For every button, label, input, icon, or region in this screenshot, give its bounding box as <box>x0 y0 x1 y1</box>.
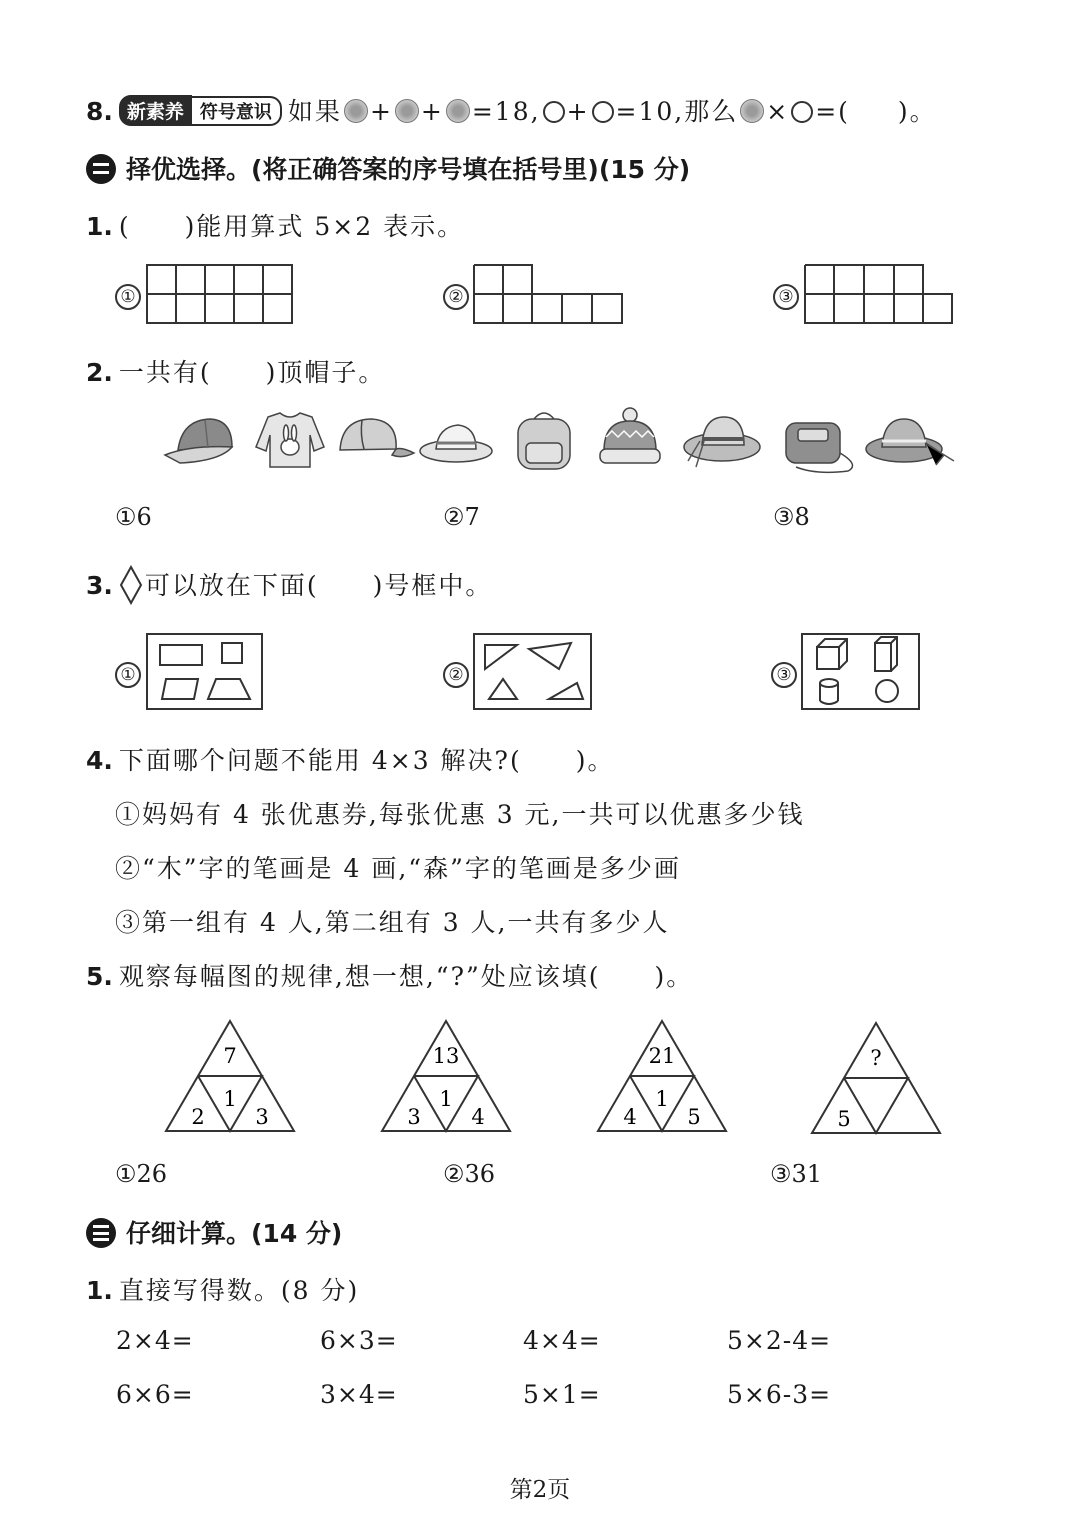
q8-eq18: =18, <box>471 97 541 126</box>
handbag-icon <box>786 423 853 472</box>
s2q3-number: 3. <box>86 571 113 600</box>
s2q5-option-2[interactable] <box>443 1160 495 1188</box>
s2q4-choice-3[interactable]: ③第一组有 4 人,第二组有 3 人,一共有多少人 <box>115 908 670 937</box>
s2q2-option-1[interactable] <box>115 503 152 531</box>
s2q1-number: 1. <box>86 212 113 241</box>
q8-eq10: =10, <box>615 97 685 126</box>
s2q5-text: 观察每幅图的规律,想一想,“?”处应该填( )。 <box>118 962 694 991</box>
s2q1-option-1[interactable] <box>115 281 141 310</box>
grid-option-2 <box>473 264 627 326</box>
q8-eq-blank: =( <box>815 97 850 126</box>
s2q3-option-3[interactable] <box>771 659 797 688</box>
option-label: ②36 <box>443 1160 496 1188</box>
s2q2-line <box>86 353 385 389</box>
triangle-center-value: 1 <box>439 1087 453 1111</box>
s2q5-option-3[interactable] <box>770 1160 822 1188</box>
option-label: ②7 <box>443 503 480 531</box>
triangle-right-value: 3 <box>255 1105 269 1129</box>
plus-sign: + <box>420 97 444 126</box>
option-label: ①26 <box>115 1160 168 1188</box>
page-number: 第2页 <box>509 1477 571 1503</box>
white-circle-icon <box>592 101 614 123</box>
section-2-title: 择优选择。(将正确答案的序号填在括号里)(15 分) <box>126 155 691 184</box>
triangle-left-value: 4 <box>623 1105 637 1129</box>
box-triangles <box>473 633 593 711</box>
white-circle-icon <box>543 101 565 123</box>
triangle-puzzles <box>160 1015 950 1140</box>
s2q2-number: 2. <box>86 358 113 387</box>
box-quadrilaterals <box>146 633 264 711</box>
triangle-top-value: ? <box>870 1046 882 1070</box>
s2q1-line <box>86 207 464 243</box>
option-label: ② <box>443 284 469 310</box>
s2q4-number: 4. <box>86 746 113 775</box>
calc-item: 5×1= <box>523 1380 601 1409</box>
calc-item: 6×3= <box>320 1326 398 1355</box>
option-label: ③31 <box>770 1160 823 1188</box>
option-label: ③ <box>773 284 799 310</box>
s2q3-line <box>86 565 492 605</box>
q8-line <box>86 92 937 128</box>
s3q1-text: 直接写得数。(8 分) <box>118 1276 360 1305</box>
triangle-top-value: 21 <box>648 1044 676 1068</box>
section-3-badge-icon <box>86 1218 116 1248</box>
section-3-title: 仔细计算。(14 分) <box>126 1219 343 1248</box>
option-label: ② <box>443 662 469 688</box>
bow-hat-icon <box>684 417 760 467</box>
section-2-badge-icon <box>86 154 116 184</box>
backpack-icon <box>518 413 570 469</box>
gray-circle-icon <box>740 99 764 123</box>
cap-icon <box>165 419 232 463</box>
s2q1-option-3[interactable] <box>773 281 799 310</box>
sweater-icon <box>256 413 324 467</box>
calc-item: 5×2-4= <box>727 1326 832 1355</box>
s2q5-number: 5. <box>86 962 113 991</box>
s2q4-choice-2[interactable]: ②“木”字的笔画是 4 画,“森”字的笔画是多少画 <box>115 854 681 883</box>
option-label: ① <box>115 662 141 688</box>
rhombus-icon <box>119 565 143 605</box>
triangle-center-value: 1 <box>655 1087 669 1111</box>
calc-item: 6×6= <box>116 1380 194 1409</box>
triangle-right-value: 5 <box>687 1105 701 1129</box>
gray-circle-icon <box>344 99 368 123</box>
section-2-heading <box>86 150 690 186</box>
s2q2-text: 一共有( )顶帽子。 <box>118 358 386 387</box>
times-sign: × <box>766 97 790 126</box>
calc-item: 4×4= <box>523 1326 601 1355</box>
s3q1-line <box>86 1271 359 1307</box>
option-label: ③ <box>771 662 797 688</box>
plus-sign: + <box>566 97 590 126</box>
q8-end: )。 <box>897 97 937 126</box>
option-label: ③8 <box>773 503 810 531</box>
s2q4-line <box>86 741 614 777</box>
bow-hat-icon <box>866 419 954 465</box>
s2q3-option-2[interactable] <box>443 659 469 688</box>
section-3-heading <box>86 1214 342 1250</box>
calc-item: 2×4= <box>116 1326 194 1355</box>
s2q2-option-3[interactable] <box>773 503 810 531</box>
triangle-puzzle-3 <box>598 1021 726 1131</box>
gray-circle-icon <box>395 99 419 123</box>
grid-option-1 <box>146 264 296 326</box>
white-circle-icon <box>791 101 813 123</box>
s2q4-choice-1[interactable]: ①妈妈有 4 张优惠券,每张优惠 3 元,一共可以优惠多少钱 <box>115 800 805 829</box>
option-label: ① <box>115 284 141 310</box>
sun-hat-icon <box>420 425 492 462</box>
triangle-puzzle-1 <box>166 1021 294 1131</box>
grid-option-3 <box>804 264 956 326</box>
triangle-puzzle-2 <box>382 1021 510 1131</box>
q8-number: 8. <box>86 97 113 126</box>
triangle-center-value: 1 <box>223 1087 237 1111</box>
tag-new-literacy: 新素养 <box>119 95 192 126</box>
triangle-top-value: 13 <box>432 1044 460 1068</box>
triangle-right-value: 4 <box>471 1105 485 1129</box>
s2q2-option-2[interactable] <box>443 503 480 531</box>
triangle-left-value: 3 <box>407 1105 421 1129</box>
s2q3-option-1[interactable] <box>115 659 141 688</box>
triangle-left-value: 2 <box>191 1105 205 1129</box>
cap-icon <box>340 419 414 457</box>
s2q3-text: 可以放在下面( )号框中。 <box>144 571 493 600</box>
knit-hat-icon <box>600 408 660 463</box>
option-label: ①6 <box>115 503 152 531</box>
s2q4-text: 下面哪个问题不能用 4×3 解决?( )。 <box>118 746 615 775</box>
q8-text-if: 如果 <box>287 97 342 126</box>
triangle-puzzle-4 <box>812 1023 940 1133</box>
gray-circle-icon <box>446 99 470 123</box>
box-solids <box>801 633 921 711</box>
tag-symbol-sense: 符号意识 <box>192 96 282 126</box>
clothing-items-row <box>160 405 970 475</box>
s2q5-option-1[interactable] <box>115 1160 167 1188</box>
calc-item: 5×6-3= <box>727 1380 832 1409</box>
s2q1-option-2[interactable] <box>443 281 469 310</box>
q8-text-then: 那么 <box>684 97 739 126</box>
s2q5-line <box>86 957 693 993</box>
s3q1-number: 1. <box>86 1276 113 1305</box>
s2q1-text: ( )能用算式 5×2 表示。 <box>118 212 465 241</box>
triangle-top-value: 7 <box>223 1044 237 1068</box>
triangle-left-value: 5 <box>837 1107 851 1131</box>
plus-sign: + <box>369 97 393 126</box>
calc-item: 3×4= <box>320 1380 398 1409</box>
